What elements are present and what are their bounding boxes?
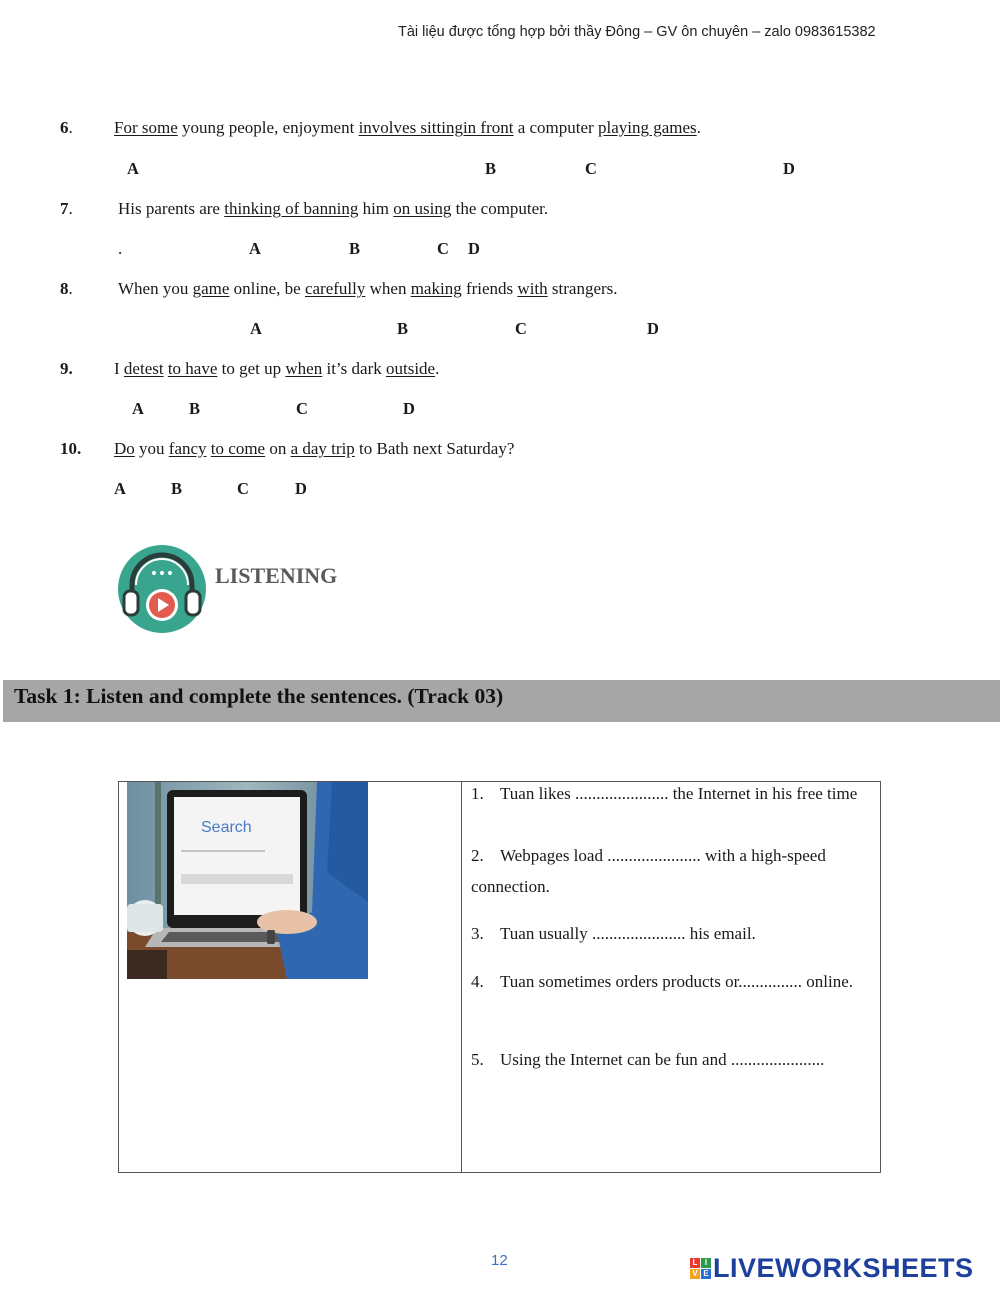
laptop-photo: [127, 782, 368, 979]
task-title: Task 1: Listen and complete the sentences. (Track 03): [14, 684, 504, 708]
option-label-b: B: [349, 239, 361, 258]
sentence-2: 2. Webpages load ...................... with a high-speed connection.: [471, 846, 826, 896]
option-label-d: D: [403, 399, 415, 418]
underline-b[interactable]: fancy: [168, 439, 207, 458]
option-label-b: B: [171, 479, 183, 498]
option-label-c: C: [437, 239, 449, 258]
option-label-b: B: [189, 399, 201, 418]
option-label-b: B: [485, 159, 497, 178]
underline-c[interactable]: when: [285, 359, 323, 378]
option-label-a: A: [250, 319, 262, 338]
option-label-c: C: [515, 319, 527, 338]
underline-d[interactable]: outside: [385, 359, 436, 378]
question-7-number: 7.: [60, 199, 73, 218]
underline-b[interactable]: on using: [393, 199, 452, 218]
question-8-number: 8.: [60, 279, 73, 298]
underline-c[interactable]: playing games: [597, 118, 697, 137]
sentence-1: 1. Tuan likes ...................... the Internet in his free time: [471, 784, 858, 803]
question-10-text: Do you fancy to come on a day trip to Bath next Saturday?: [114, 439, 515, 458]
option-label-a: A: [132, 399, 144, 418]
brand-mark-icon: L I V E: [690, 1258, 711, 1279]
sentence-4: 4. Tuan sometimes orders products or............... online.: [471, 972, 854, 991]
underline-a[interactable]: detest: [123, 359, 164, 378]
question-9-number: 9.: [60, 359, 73, 378]
underline-c[interactable]: to come: [210, 439, 266, 458]
underline-a[interactable]: game: [192, 279, 230, 298]
page-header: Tài liệu được tổng hợp bởi thầy Đông – GV ôn chuyên – zalo 0983615382: [398, 24, 876, 40]
option-label-a: A: [249, 239, 261, 258]
question-9-text: I detest to have to get up when it’s dark outside.: [114, 359, 440, 378]
option-label-a: A: [114, 479, 126, 498]
option-label-d: D: [647, 319, 659, 338]
underline-b[interactable]: involves sittingin front: [358, 118, 514, 137]
option-label-d: D: [783, 159, 795, 178]
question-10-number: 10.: [60, 439, 82, 458]
option-label-a: A: [127, 159, 139, 178]
underline-a[interactable]: For some: [114, 118, 178, 137]
underline-b[interactable]: carefully: [304, 279, 366, 298]
sentence-3: 3. Tuan usually ...................... his email.: [471, 924, 756, 943]
sentence-5: 5. Using the Internet can be fun and ......................: [471, 1050, 825, 1069]
listening-heading: LISTENING: [215, 563, 338, 588]
underline-d[interactable]: with: [517, 279, 548, 298]
question-6-number: 6.: [60, 118, 73, 137]
option-label-b: B: [397, 319, 409, 338]
option-label-c: C: [296, 399, 308, 418]
liveworksheets-logo[interactable]: [690, 1253, 974, 1284]
underline-a[interactable]: thinking of banning: [224, 199, 359, 218]
option-label-c: C: [237, 479, 249, 498]
underline-c[interactable]: making: [410, 279, 462, 298]
underline-d[interactable]: a day trip: [290, 439, 355, 458]
question-7-text: His parents are thinking of banning him on using the computer.: [118, 199, 549, 218]
table-column-divider: [461, 781, 462, 1173]
underline-b[interactable]: to have: [167, 359, 218, 378]
question-8-text: When you game online, be carefully when making friends with strangers.: [118, 279, 618, 298]
option-label-d: D: [295, 479, 307, 498]
underline-a[interactable]: Do: [114, 439, 135, 458]
question-6-text: For some young people, enjoyment involves sittingin front a computer playing games.: [114, 118, 701, 137]
brand-name: LIVEWORKSHEETS: [713, 1253, 974, 1283]
option-label-d: D: [468, 239, 480, 258]
page-number: 12: [491, 1252, 508, 1269]
laptop-screen-search-text: Search: [201, 819, 252, 836]
question-7-label-prefix: .: [118, 239, 123, 258]
headphones-play-icon: [116, 543, 208, 635]
option-label-c: C: [585, 159, 597, 178]
